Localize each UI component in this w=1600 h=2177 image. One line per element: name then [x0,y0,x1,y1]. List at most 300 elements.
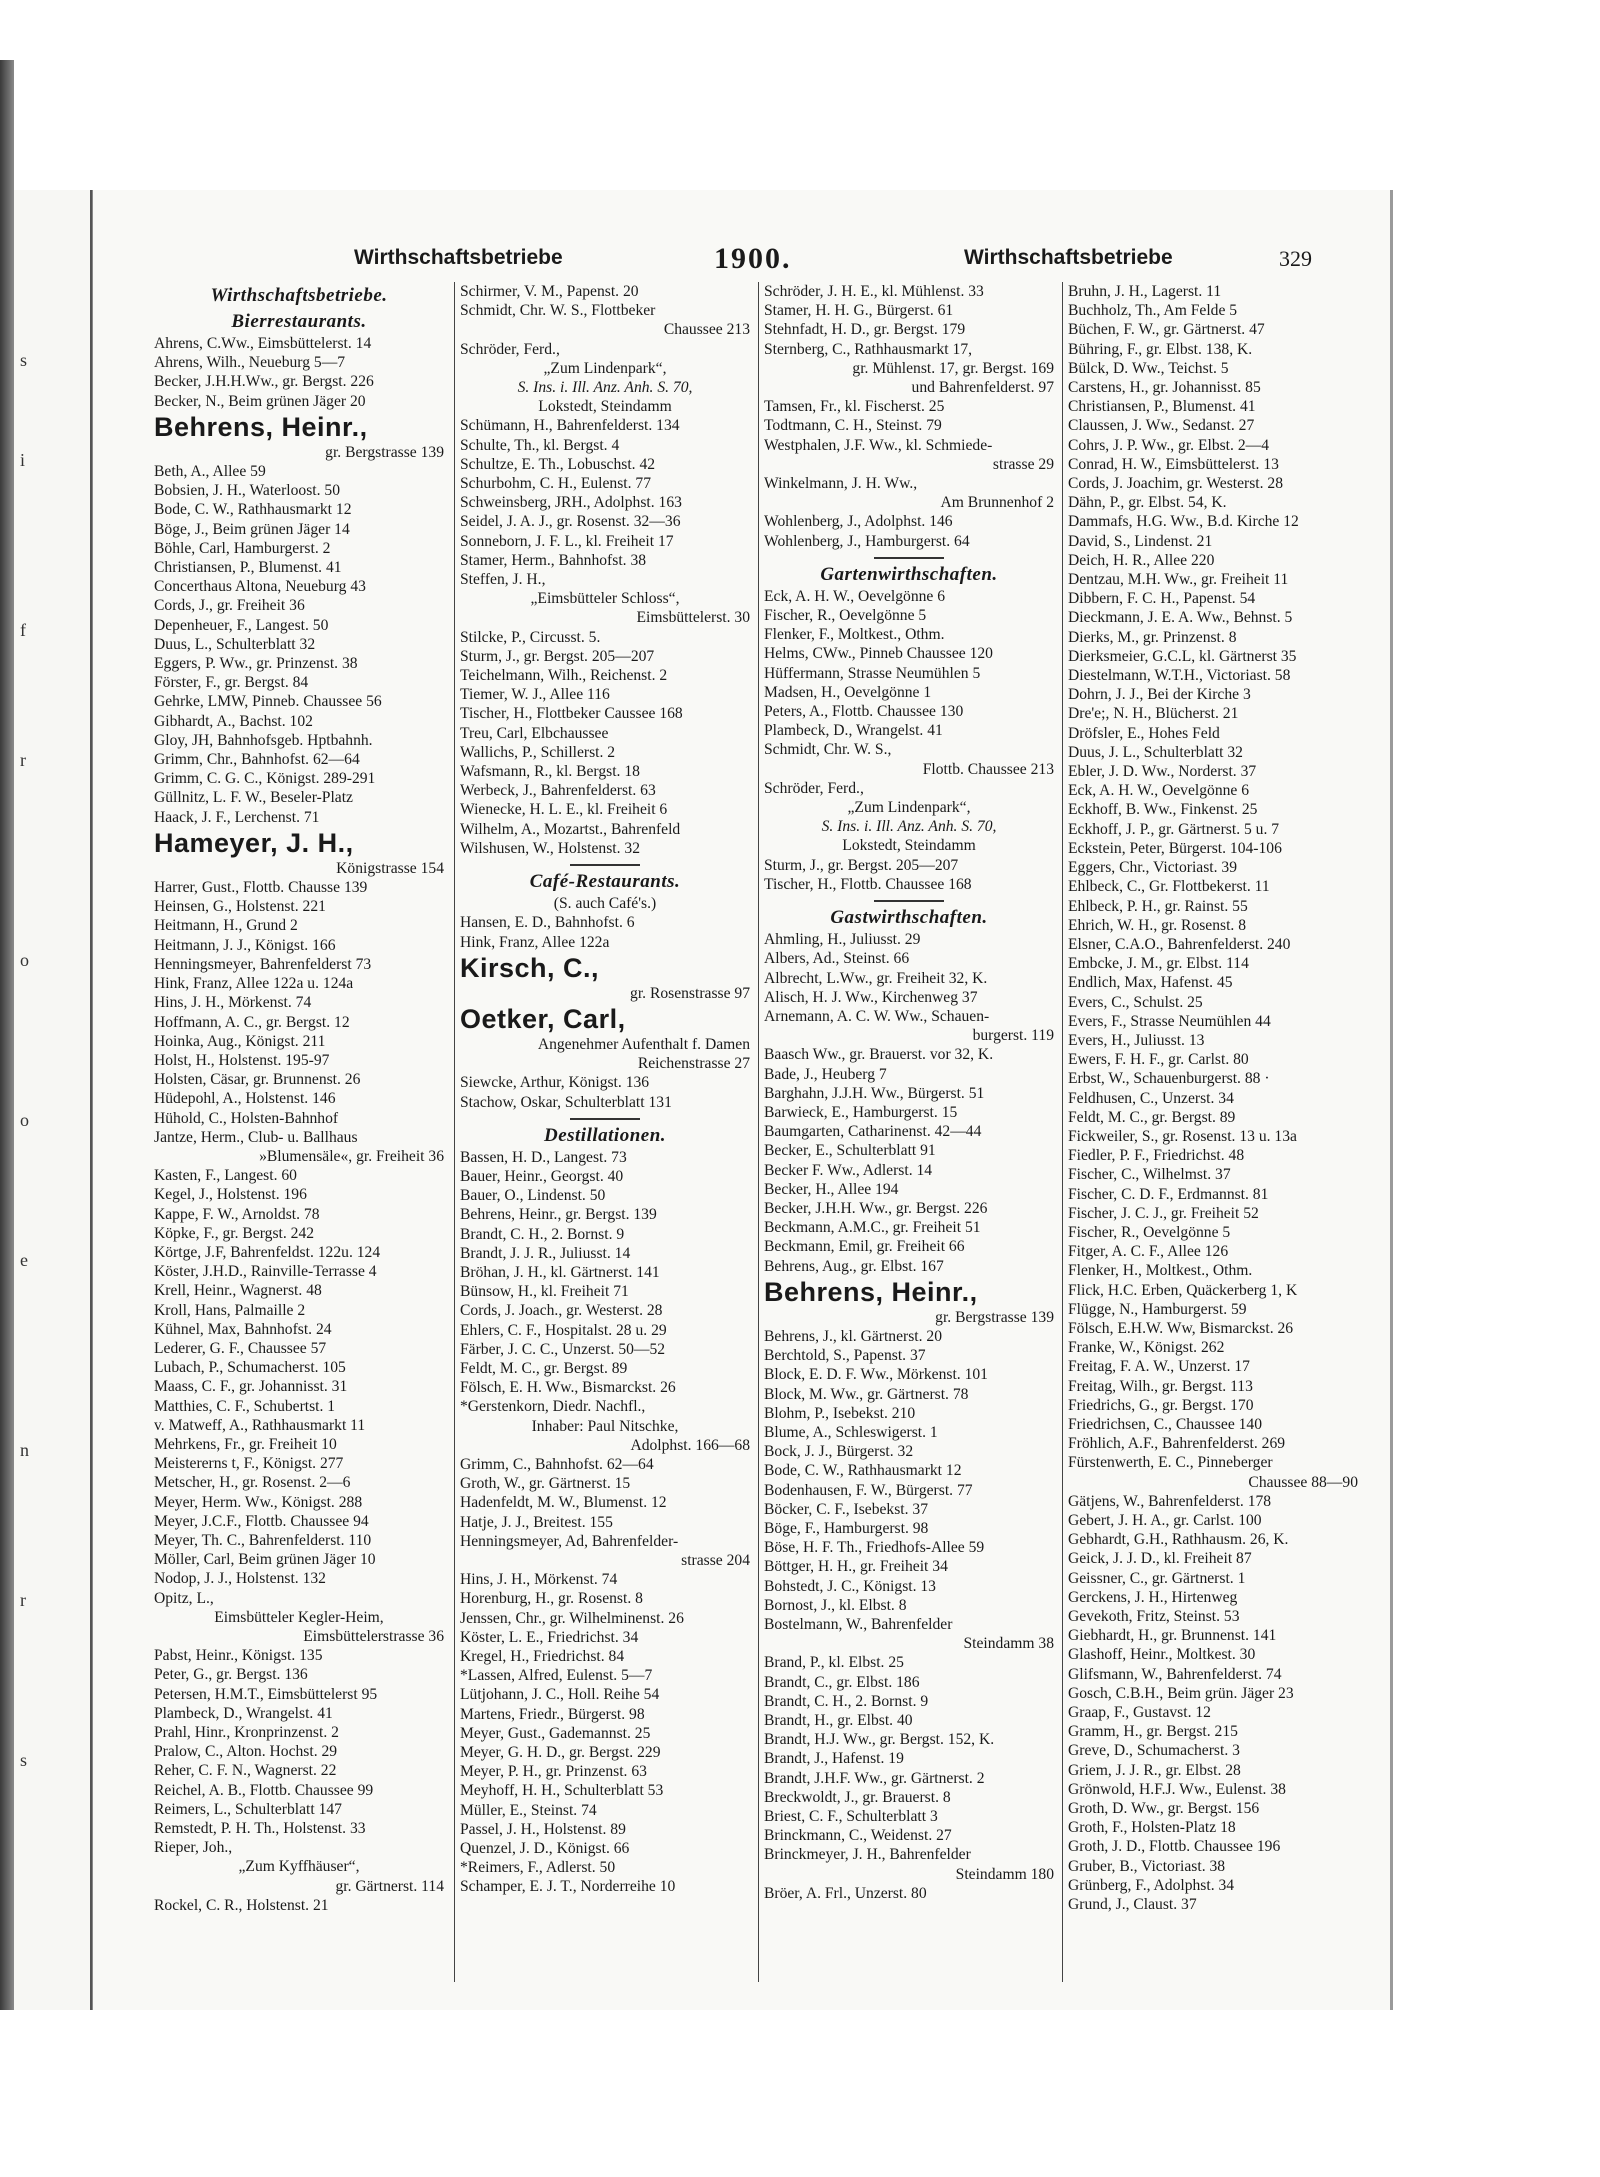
directory-entry: Fölsch, E. H. Ww., Bismarckst. 26 [460,1379,676,1397]
entry-continuation: strasse 29 [992,455,1054,473]
directory-entry: Jantze, Herm., Club- u. Ballhaus [154,1128,358,1146]
entry-continuation: „Zum Kyffhäuser“, [238,1858,360,1876]
directory-entry: Becker, E., Schulterblatt 91 [764,1142,936,1160]
directory-entry: Köster, L. E., Friedrichst. 34 [460,1628,639,1646]
directory-entry: Claussen, J. Ww., Sedanst. 27 [1068,417,1255,435]
section-heading: Café-Restaurants. [529,871,681,893]
entry-continuation: (S. auch Café's.) [553,895,657,913]
entry-continuation: gr. Bergstrasse 139 [325,443,444,461]
directory-entry: Fischer, C. D. F., Erdmannst. 81 [1068,1185,1269,1203]
directory-entry: Meyer, J.C.F., Flottb. Chaussee 94 [154,1512,369,1530]
directory-entry: Nodop, J. J., Holstenst. 132 [154,1570,326,1588]
directory-entry: Carstens, H., gr. Johannisst. 85 [1068,379,1261,397]
directory-entry: Steffen, J. H., [460,571,546,589]
directory-entry: Evers, H., Juliusst. 13 [1068,1031,1205,1049]
entry-continuation: gr. Bergstrasse 139 [935,1308,1054,1326]
section-heading: Gastwirthschaften. [830,907,988,929]
directory-entry: Deich, H. R., Allee 220 [1068,551,1215,569]
entry-continuation: Inhaber: Paul Nitschke, [531,1417,679,1435]
directory-entry: Behrens, J., kl. Gärtnerst. 20 [764,1327,942,1345]
entry-continuation: S. Ins. i. Ill. Anz. Anh. S. 70, [517,379,693,397]
directory-entry: Albrecht, L.Ww., gr. Freiheit 32, K. [764,969,988,987]
directory-entry: Dähn, P., gr. Elbst. 54, K. [1068,494,1227,512]
directory-entry: Dierks, M., gr. Prinzenst. 8 [1068,628,1237,646]
featured-entry-name: Hameyer, J. H., [154,827,354,858]
directory-entry: Pabst, Heinr., Königst. 135 [154,1647,323,1665]
section-rule [570,864,640,866]
directory-entry: Sternberg, C., Rathhausmarkt 17, [764,340,973,358]
column-1 [154,282,444,1982]
section-rule [570,1118,640,1120]
directory-entry: Meyer, G. H. D., gr. Bergst. 229 [460,1744,661,1762]
directory-entry: Groth, W., gr. Gärtnerst. 15 [460,1475,631,1493]
directory-entry: Stamer, H. H. G., Bürgerst. 61 [764,302,954,320]
directory-entry: Kühnel, Max, Bahnhofst. 24 [154,1320,332,1338]
directory-entry: Petersen, H.M.T., Eimsbüttelerst 95 [154,1685,378,1703]
directory-entry: Ehrich, W. H., gr. Rosenst. 8 [1068,916,1247,934]
directory-entry: Evers, C., Schulst. 25 [1068,993,1203,1011]
directory-entry: Ahrens, C.Ww., Eimsbüttelerst. 14 [154,335,372,352]
column-divider [454,282,455,1982]
entry-continuation: gr. Mühlenst. 17, gr. Bergst. 169 [852,359,1054,377]
featured-entry-name: Kirsch, C., [460,952,600,983]
directory-entry: Hühold, C., Holsten-Bahnhof [154,1109,339,1127]
directory-entry: Böge, J., Beim grünen Jäger 14 [154,520,350,538]
running-head-left: Wirthschaftsbetriebe [354,246,563,269]
directory-entry: Brandt, J., Hafenst. 19 [764,1750,904,1768]
directory-entry: Hink, Franz, Allee 122a [460,933,610,951]
page-number: 329 [1279,246,1312,271]
directory-entry: Quenzel, J. D., Königst. 66 [460,1840,630,1858]
directory-entry: Kasten, F., Langest. 60 [154,1167,297,1185]
entry-continuation: „Zum Lindenpark“, [847,799,971,817]
entry-continuation: burgerst. 119 [972,1027,1054,1045]
entry-continuation: Flottb. Chaussee 213 [922,760,1054,778]
directory-entry: Depenheuer, F., Langest. 50 [154,616,329,634]
directory-entry: Stehnfadt, H. D., gr. Bergst. 179 [764,321,966,339]
featured-entry-name: Behrens, Heinr., [154,411,368,442]
directory-entry: Becker, N., Beim grünen Jäger 20 [154,392,366,410]
directory-entry: Eckstein, Peter, Bürgerst. 104-106 [1068,839,1282,857]
directory-entry: Bode, C. W., Rathhausmarkt 12 [154,501,352,519]
directory-entry: Schröder, Ferd., [764,779,864,797]
directory-entry: Passel, J. H., Holstenst. 89 [460,1820,626,1838]
directory-entry: Treu, Carl, Elbchaussee [460,724,609,742]
directory-entry: Meyer, Herm. Ww., Königst. 288 [154,1493,363,1511]
directory-entry: Friedrichsen, C., Chaussee 140 [1068,1415,1263,1433]
directory-entry: Sturm, J., gr. Bergst. 205—207 [764,856,959,874]
directory-entry: Dohrn, J. J., Bei der Kirche 3 [1068,686,1251,704]
facing-page-fragment: r [20,1590,26,1610]
directory-entry: Mehrkens, Fr., gr. Freiheit 10 [154,1435,337,1453]
directory-entry: Flenker, H., Moltkest., Othm. [1068,1262,1253,1280]
directory-entry: Ewers, F. H. F., gr. Carlst. 80 [1068,1051,1249,1069]
directory-entry: Bassen, H. D., Langest. 73 [460,1148,627,1166]
directory-entry: Groth, J. D., Flottb. Chaussee 196 [1068,1838,1281,1856]
directory-entry: Westphalen, J.F. Ww., kl. Schmiede- [764,436,993,454]
directory-entry: Elsner, C.A.O., Bahrenfelderst. 240 [1068,935,1291,953]
directory-entry: Eck, A. H. W., Oevelgönne 6 [1068,782,1250,800]
directory-entry: Wallichs, P., Schillerst. 2 [460,743,616,761]
directory-entry: Heitmann, H., Grund 2 [154,917,298,935]
directory-entry: Heinsen, G., Holstenst. 221 [154,898,326,916]
directory-entry: Gebert, J. H. A., gr. Carlst. 100 [1068,1512,1262,1529]
directory-entry: Bohstedt, J. C., Königst. 13 [764,1577,936,1595]
directory-entry: Becker, J.H.H. Ww., gr. Bergst. 226 [764,1199,988,1217]
column-divider [758,282,759,1982]
directory-entry: Martens, Friedr., Bürgerst. 98 [460,1705,645,1723]
directory-entry: Kegel, J., Holstenst. 196 [154,1186,307,1204]
directory-entry: Schirmer, V. M., Papenst. 20 [460,283,639,300]
entry-continuation: Am Brunnenhof 2 [940,494,1054,512]
section-heading: Destillationen. [543,1124,667,1146]
entry-continuation: Lokstedt, Steindamm [538,398,672,416]
directory-entry: Christiansen, P., Blumenst. 41 [154,559,342,577]
directory-entry: Sonneborn, J. F. L., kl. Freiheit 17 [460,532,674,550]
running-head-year: 1900. [714,242,792,275]
directory-entry: Bauer, O., Lindenst. 50 [460,1187,606,1205]
directory-entry: Embcke, J. M., gr. Elbst. 114 [1068,955,1249,973]
directory-entry: Gibhardt, A., Bachst. 102 [154,712,313,730]
directory-entry: Rockel, C. R., Holstenst. 21 [154,1896,329,1914]
directory-entry: Schamper, E. J. T., Norderreihe 10 [460,1878,676,1896]
directory-entry: Plambeck, D., Wrangelst. 41 [154,1704,333,1722]
directory-entry: Kregel, H., Friedrichst. 84 [460,1648,625,1665]
directory-entry: Gerckens, J. H., Hirtenweg [1068,1588,1238,1606]
directory-entry: Cords, J., gr. Freiheit 36 [154,597,305,615]
directory-entry: Schröder, J. H. E., kl. Mühlenst. 33 [764,283,984,300]
directory-entry: Bodenhausen, F. W., Bürgerst. 77 [764,1481,973,1499]
directory-entry: Plambeck, D., Wrangelst. 41 [764,722,943,740]
directory-entry: Eckhoff, B. Ww., Finkenst. 25 [1068,801,1258,819]
directory-entry: Gosch, C.B.H., Beim grün. Jäger 23 [1068,1684,1294,1702]
section-rule [874,557,944,559]
entry-continuation: und Bahrenfelderst. 97 [911,379,1054,397]
directory-entry: Gehrke, LMW, Pinneb. Chaussee 56 [154,693,382,711]
directory-entry: Böttger, H. H., gr. Freiheit 34 [764,1558,948,1576]
column-2 [460,282,750,1982]
directory-entry: Meistererns t, F., Königst. 277 [154,1455,344,1473]
entry-continuation: „Eimsbütteler Schloss“, [530,590,680,608]
directory-entry: Grimm, C., Bahnhofst. 62—64 [460,1455,654,1473]
directory-entry: Friedrichs, G., gr. Bergst. 170 [1068,1396,1254,1414]
directory-entry: Fickweiler, S., gr. Rosenst. 13 u. 13a [1068,1127,1297,1145]
directory-entry: Blohm, P., Isebekst. 210 [764,1404,916,1422]
directory-entry: Schultze, E. Th., Lobuschst. 42 [460,455,656,473]
facing-page-fragment: i [20,450,26,470]
directory-entry: Eggers, P. Ww., gr. Prinzenst. 38 [154,655,358,673]
directory-entry: Eck, A. H. W., Oevelgönne 6 [764,587,946,605]
directory-entry: Prahl, Hinr., Kronprinzenst. 2 [154,1724,339,1742]
directory-entry: Jenssen, Chr., gr. Wilhelminenst. 26 [460,1609,684,1627]
directory-entry: Müller, E., Steinst. 74 [460,1801,597,1819]
directory-entry: Bröhan, J. H., kl. Gärtnerst. 141 [460,1263,660,1281]
directory-entry: Feldhusen, C., Unzerst. 34 [1068,1089,1234,1107]
directory-entry: Matthies, C. F., Schubertst. 1 [154,1397,336,1415]
directory-entry: Holst, H., Holstenst. 195-97 [154,1051,330,1069]
entry-continuation: S. Ins. i. Ill. Anz. Anh. S. 70, [821,818,997,836]
directory-entry: Reher, C. F. N., Wagnerst. 22 [154,1762,337,1780]
directory-entry: Diestelmann, W.T.H., Victoriast. 58 [1068,667,1291,685]
directory-entry: *Lassen, Alfred, Eulenst. 5—7 [460,1667,653,1685]
directory-entry: Förster, F., gr. Bergst. 84 [154,674,309,692]
entry-continuation: Chaussee 88—90 [1248,1473,1358,1491]
directory-entry: David, S., Lindenst. 21 [1068,532,1213,550]
directory-entry: Groth, F., Holsten-Platz 18 [1068,1819,1236,1837]
directory-entry: Tischer, H., Flottbeker Caussee 168 [460,705,683,723]
directory-entry: Brinckmeyer, J. H., Bahrenfelder [764,1846,971,1864]
directory-entry: Albers, Ad., Steinst. 66 [764,950,910,968]
directory-entry: Heitmann, J. J., Königst. 166 [154,936,336,954]
directory-entry: Cords, J. Joach., gr. Westerst. 28 [460,1302,663,1320]
directory-entry: Peter, G., gr. Bergst. 136 [154,1666,308,1684]
directory-entry: Horenburg, H., gr. Rosenst. 8 [460,1590,643,1608]
directory-entry: Werbeck, J., Bahrenfelderst. 63 [460,782,656,800]
directory-entry: Rieper, Joh., [154,1839,233,1857]
directory-entry: Dierksmeier, G.C.L, kl. Gärtnerst 35 [1068,647,1297,665]
directory-entry: Gruber, B., Victoriast. 38 [1068,1857,1226,1875]
directory-entry: Brandt, J. J. R., Juliusst. 14 [460,1244,631,1262]
entry-continuation: gr. Gärtnerst. 114 [335,1877,444,1895]
facing-page-fragment: r [20,750,26,770]
directory-entry: Dröfsler, E., Hohes Feld [1068,724,1220,742]
directory-entry: Ahmling, H., Juliusst. 29 [764,931,921,949]
entry-continuation: gr. Rosenstrasse 97 [630,984,750,1002]
directory-entry: Tischer, H., Flottb. Chaussee 168 [764,875,972,893]
facing-page-fragment: n [20,1440,29,1460]
directory-entry: Ehlers, C. F., Hospitalst. 28 u. 29 [460,1321,667,1339]
directory-entry: Fischer, C., Wilhelmst. 37 [1068,1166,1231,1184]
directory-entry: Gätjens, W., Bahrenfelderst. 178 [1068,1492,1272,1510]
directory-entry: Grünberg, F., Adolphst. 34 [1068,1876,1235,1894]
book-binding [0,60,14,2010]
directory-entry: Feldt, M. C., gr. Bergst. 89 [1068,1108,1236,1126]
directory-entry: Haack, J. F., Lerchenst. 71 [154,808,320,826]
directory-entry: Wilshusen, W., Holstenst. 32 [460,839,641,857]
directory-entry: Bruhn, J. H., Lagerst. 11 [1068,283,1222,300]
directory-entry: Tamsen, Fr., kl. Fischerst. 25 [764,398,945,416]
directory-entry: Behrens, Aug., gr. Elbst. 167 [764,1257,944,1275]
directory-entry: Becker F. Ww., Adlerst. 14 [764,1161,933,1179]
directory-entry: Fischer, J. C. J., gr. Freiheit 52 [1068,1204,1259,1222]
directory-entry: Schmidt, Chr. W. S., [764,741,892,759]
directory-entry: Wilhelm, A., Mozartst., Bahrenfeld [460,820,681,838]
directory-entry: Hins, J. H., Mörkenst. 74 [460,1571,618,1589]
section-heading: Gartenwirthschaften. [820,563,998,585]
directory-entry: Barwieck, E., Hamburgerst. 15 [764,1103,958,1121]
directory-entry: Lubach, P., Schumacherst. 105 [154,1359,346,1377]
directory-entry: Madsen, H., Oevelgönne 1 [764,683,932,701]
directory-entry: Geissner, C., gr. Gärtnerst. 1 [1068,1569,1246,1587]
directory-entry: Flügge, N., Hamburgerst. 59 [1068,1300,1247,1318]
directory-entry: Hüffermann, Strasse Neumühlen 5 [764,664,981,682]
directory-entry: *Gerstenkorn, Diedr. Nachfl., [460,1398,646,1416]
directory-entry: Baumgarten, Catharinenst. 42—44 [764,1123,982,1141]
facing-page-fragment: o [20,950,29,970]
directory-entry: Schröder, Ferd., [460,340,560,358]
directory-entry: Block, E. D. F. Ww., Mörkenst. 101 [764,1366,988,1384]
directory-entry: Christiansen, P., Blumenst. 41 [1068,398,1256,416]
entry-continuation: Reichenstrasse 27 [637,1055,750,1073]
directory-entry: Brandt, C., gr. Elbst. 186 [764,1673,920,1691]
directory-entry: Peters, A., Flottb. Chaussee 130 [764,703,964,721]
featured-entry-name: Oetker, Carl, [460,1003,626,1034]
column-3 [764,282,1054,1982]
directory-entry: Dieckmann, J. E. A. Ww., Behnst. 5 [1068,609,1293,627]
directory-entry: Behrens, Heinr., gr. Bergst. 139 [460,1206,657,1224]
directory-entry: Blume, A., Schleswigerst. 1 [764,1423,938,1441]
directory-entry: Becker, J.H.H.Ww., gr. Bergst. 226 [154,373,374,391]
directory-entry: Maass, C. F., gr. Johannisst. 31 [154,1378,348,1396]
directory-entry: Kappe, F. W., Arnoldst. 78 [154,1205,320,1223]
directory-entry: Wienecke, H. L. E., kl. Freiheit 6 [460,801,668,819]
directory-entry: Bock, J. J., Bürgerst. 32 [764,1443,914,1461]
directory-entry: Bobsien, J. H., Waterloost. 50 [154,482,341,500]
directory-entry: Henningsmeyer, Bahrenfelderst 73 [154,955,372,973]
directory-entry: Gebhardt, G.H., Rathhausm. 26, K. [1068,1531,1289,1549]
directory-entry: Ehlbeck, C., Gr. Flottbekerst. 11 [1068,878,1270,896]
directory-entry: Feldt, M. C., gr. Bergst. 89 [460,1359,628,1377]
directory-entry: Endlich, Max, Hafenst. 45 [1068,974,1233,992]
scan-margin [0,0,1600,60]
directory-entry: Henningsmeyer, Ad, Bahrenfelder- [460,1532,679,1550]
directory-entry: Dibbern, F. C. H., Papenst. 54 [1068,590,1256,608]
directory-entry: Fischer, R., Oevelgönne 5 [764,607,927,625]
directory-entry: Brandt, J.H.F. Ww., gr. Gärtnerst. 2 [764,1769,985,1787]
directory-entry: Fitger, A. C. F., Allee 126 [1068,1243,1229,1261]
directory-entry: Conrad, H. W., Eimsbüttelerst. 13 [1068,455,1279,473]
directory-entry: Glifsmann, W., Bahrenfelderst. 74 [1068,1665,1282,1683]
running-head [92,242,1390,278]
directory-entry: Brandt, H., gr. Elbst. 40 [764,1712,913,1730]
entry-continuation: Steindamm 180 [955,1865,1054,1883]
section-heading: Bierrestaurants. [231,311,367,332]
directory-entry: Krell, Heinr., Wagnerst. 48 [154,1282,322,1300]
directory-entry: Duus, L., Schulterblatt 32 [154,635,316,653]
directory-entry: Concerthaus Altona, Neueburg 43 [154,578,366,596]
directory-entry: Greve, D., Schumacherst. 3 [1068,1742,1240,1760]
entry-continuation: Eimsbütteler Kegler-Heim, [214,1608,384,1626]
entry-continuation: Chaussee 213 [663,321,750,339]
directory-entry: Siewcke, Arthur, Königst. 136 [460,1074,650,1092]
directory-entry: Eckhoff, J. P., gr. Gärtnerst. 5 u. 7 [1068,820,1280,838]
directory-entry: Schurbohm, C. H., Eulenst. 77 [460,475,652,493]
directory-entry: Böse, H. F. Th., Friedhofs-Allee 59 [764,1539,985,1557]
directory-entry: Eggers, Chr., Victoriast. 39 [1068,859,1237,877]
directory-entry: Bünsow, H., kl. Freiheit 71 [460,1283,629,1301]
directory-entry: Gevekoth, Fritz, Steinst. 53 [1068,1608,1240,1626]
entry-continuation: strasse 204 [681,1551,750,1569]
directory-entry: Färber, J. C. C., Unzerst. 50—52 [460,1340,666,1358]
directory-entry: Bostelmann, W., Bahrenfelder [764,1616,953,1633]
directory-entry: Becker, H., Allee 194 [764,1180,899,1198]
directory-entry: Hatje, J. J., Breitest. 155 [460,1513,613,1531]
directory-entry: Büchen, F. W., gr. Gärtnerst. 47 [1068,321,1265,339]
directory-entry: Todtmann, C. H., Steinst. 79 [764,417,942,435]
directory-entry: Groth, D. Ww., gr. Bergst. 156 [1068,1800,1260,1818]
directory-entry: Buchholz, Th., Am Felde 5 [1068,302,1238,320]
directory-entry: Schümann, H., Bahrenfelderst. 134 [460,417,680,435]
directory-entry: Meyer, Gust., Gademannst. 25 [460,1724,651,1742]
directory-entry: Bornost, J., kl. Elbst. 8 [764,1596,907,1614]
directory-entry: Bode, C. W., Rathhausmarkt 12 [764,1462,962,1480]
directory-entry: Grimm, C. G. C., Königst. 289-291 [154,770,376,788]
directory-entry: Ahrens, Wilh., Neueburg 5—7 [154,354,346,372]
directory-entry: Möller, Carl, Beim grünen Jäger 10 [154,1551,376,1569]
directory-entry: Fürstenwerth, E. C., Pinneberger [1068,1454,1273,1472]
directory-entry: Meyer, P. H., gr. Prinzenst. 63 [460,1763,647,1781]
directory-entry: Seidel, J. A. J., gr. Rosenst. 32—36 [460,513,681,531]
directory-entry: Meyhoff, H. H., Schulterblatt 53 [460,1782,664,1800]
directory-entry: Cords, J. Joachim, gr. Westerst. 28 [1068,475,1284,493]
directory-entry: Breckwoldt, J., gr. Brauerst. 8 [764,1788,951,1806]
directory-entry: Metscher, H., gr. Rosenst. 2—6 [154,1474,351,1492]
directory-entry: Hoffmann, A. C., gr. Bergst. 12 [154,1013,350,1031]
directory-entry: Freitag, F. A. W., Unzerst. 17 [1068,1358,1250,1376]
directory-entry: Glashoff, Heinr., Moltkest. 30 [1068,1646,1256,1664]
directory-entry: Lederer, G. F., Chaussee 57 [154,1339,327,1357]
directory-entry: Böcker, C. F., Isebekst. 37 [764,1500,929,1518]
directory-entry: Schweinsberg, JRH., Adolphst. 163 [460,494,682,512]
directory-entry: Gloy, JH, Bahnhofsgeb. Hptbahnh. [154,731,373,749]
directory-entry: Cohrs, J. P. Ww., gr. Elbst. 2—4 [1068,436,1270,454]
directory-entry: Böge, F., Hamburgerst. 98 [764,1519,929,1537]
section-rule [874,900,944,902]
directory-entry: Reichel, A. B., Flottb. Chaussee 99 [154,1781,374,1799]
directory-entry: Opitz, L., [154,1589,214,1607]
directory-entry: Freitag, Wilh., gr. Bergst. 113 [1068,1377,1253,1395]
directory-entry: Bauer, Heinr., Georgst. 40 [460,1167,624,1185]
directory-entry: Schmidt, Chr. W. S., Flottbeker [460,302,656,320]
facing-page-fragment: e [20,1250,28,1270]
directory-entry: Brand, P., kl. Elbst. 25 [764,1654,904,1672]
directory-entry: Dentzau, M.H. Ww., gr. Freiheit 11 [1068,571,1289,589]
directory-entry: Helms, CWw., Pinneb Chaussee 120 [764,645,993,663]
directory-entry: v. Matweff, A., Rathhausmarkt 11 [154,1416,366,1434]
column-4 [1068,282,1358,1982]
directory-entry: Bühring, F., gr. Elbst. 138, K. [1068,340,1253,358]
directory-entry: Tiemer, W. J., Allee 116 [460,686,610,704]
directory-entry: Holsten, Cäsar, gr. Brunnenst. 26 [154,1071,361,1089]
directory-entry: Duus, J. L., Schulterblatt 32 [1068,743,1243,761]
directory-entry: Hadenfeldt, M. W., Blumenst. 12 [460,1494,667,1512]
directory-columns [154,282,1362,1982]
directory-entry: Brandt, C. H., 2. Bornst. 9 [764,1692,929,1710]
directory-entry: Fölsch, E.H.W. Ww, Bismarckst. 26 [1068,1319,1294,1337]
directory-entry: Lütjohann, J. C., Holl. Reihe 54 [460,1686,660,1704]
directory-entry: Grimm, Chr., Bahnhofst. 62—64 [154,751,360,769]
directory-entry: Hoinka, Aug., Königst. 211 [154,1032,326,1050]
directory-entry: Fröhlich, A.F., Bahrenfelderst. 269 [1068,1435,1286,1453]
directory-entry: Dre'e;, N. H., Blücherst. 21 [1068,705,1239,723]
directory-entry: Evers, F., Strasse Neumühlen 44 [1068,1012,1271,1030]
directory-entry: Güllnitz, L. F. W., Beseler-Platz [154,789,353,807]
directory-entry: Stilcke, P., Circusst. 5. [460,628,601,646]
directory-entry: *Reimers, F., Adlerst. 50 [460,1859,616,1877]
facing-page-fragment: f [20,620,26,640]
directory-entry: Beth, A., Allee 59 [154,463,266,481]
directory-entry: Block, M. Ww., gr. Gärtnerst. 78 [764,1385,969,1403]
directory-entry: Ebler, J. D. Ww., Norderst. 37 [1068,763,1257,781]
directory-entry: Brandt, H.J. Ww., gr. Bergst. 152, K. [764,1731,995,1749]
directory-entry: Brinckmann, C., Weidenst. 27 [764,1827,952,1845]
directory-entry: Briest, C. F., Schulterblatt 3 [764,1808,938,1826]
entry-continuation: Steindamm 38 [963,1635,1054,1653]
column-divider [1062,282,1063,1982]
directory-entry: Köpke, F., gr. Bergst. 242 [154,1224,315,1242]
directory-entry: Wohlenberg, J., Hamburgerst. 64 [764,532,970,550]
directory-entry: Griem, J. J. R., gr. Elbst. 28 [1068,1761,1241,1779]
